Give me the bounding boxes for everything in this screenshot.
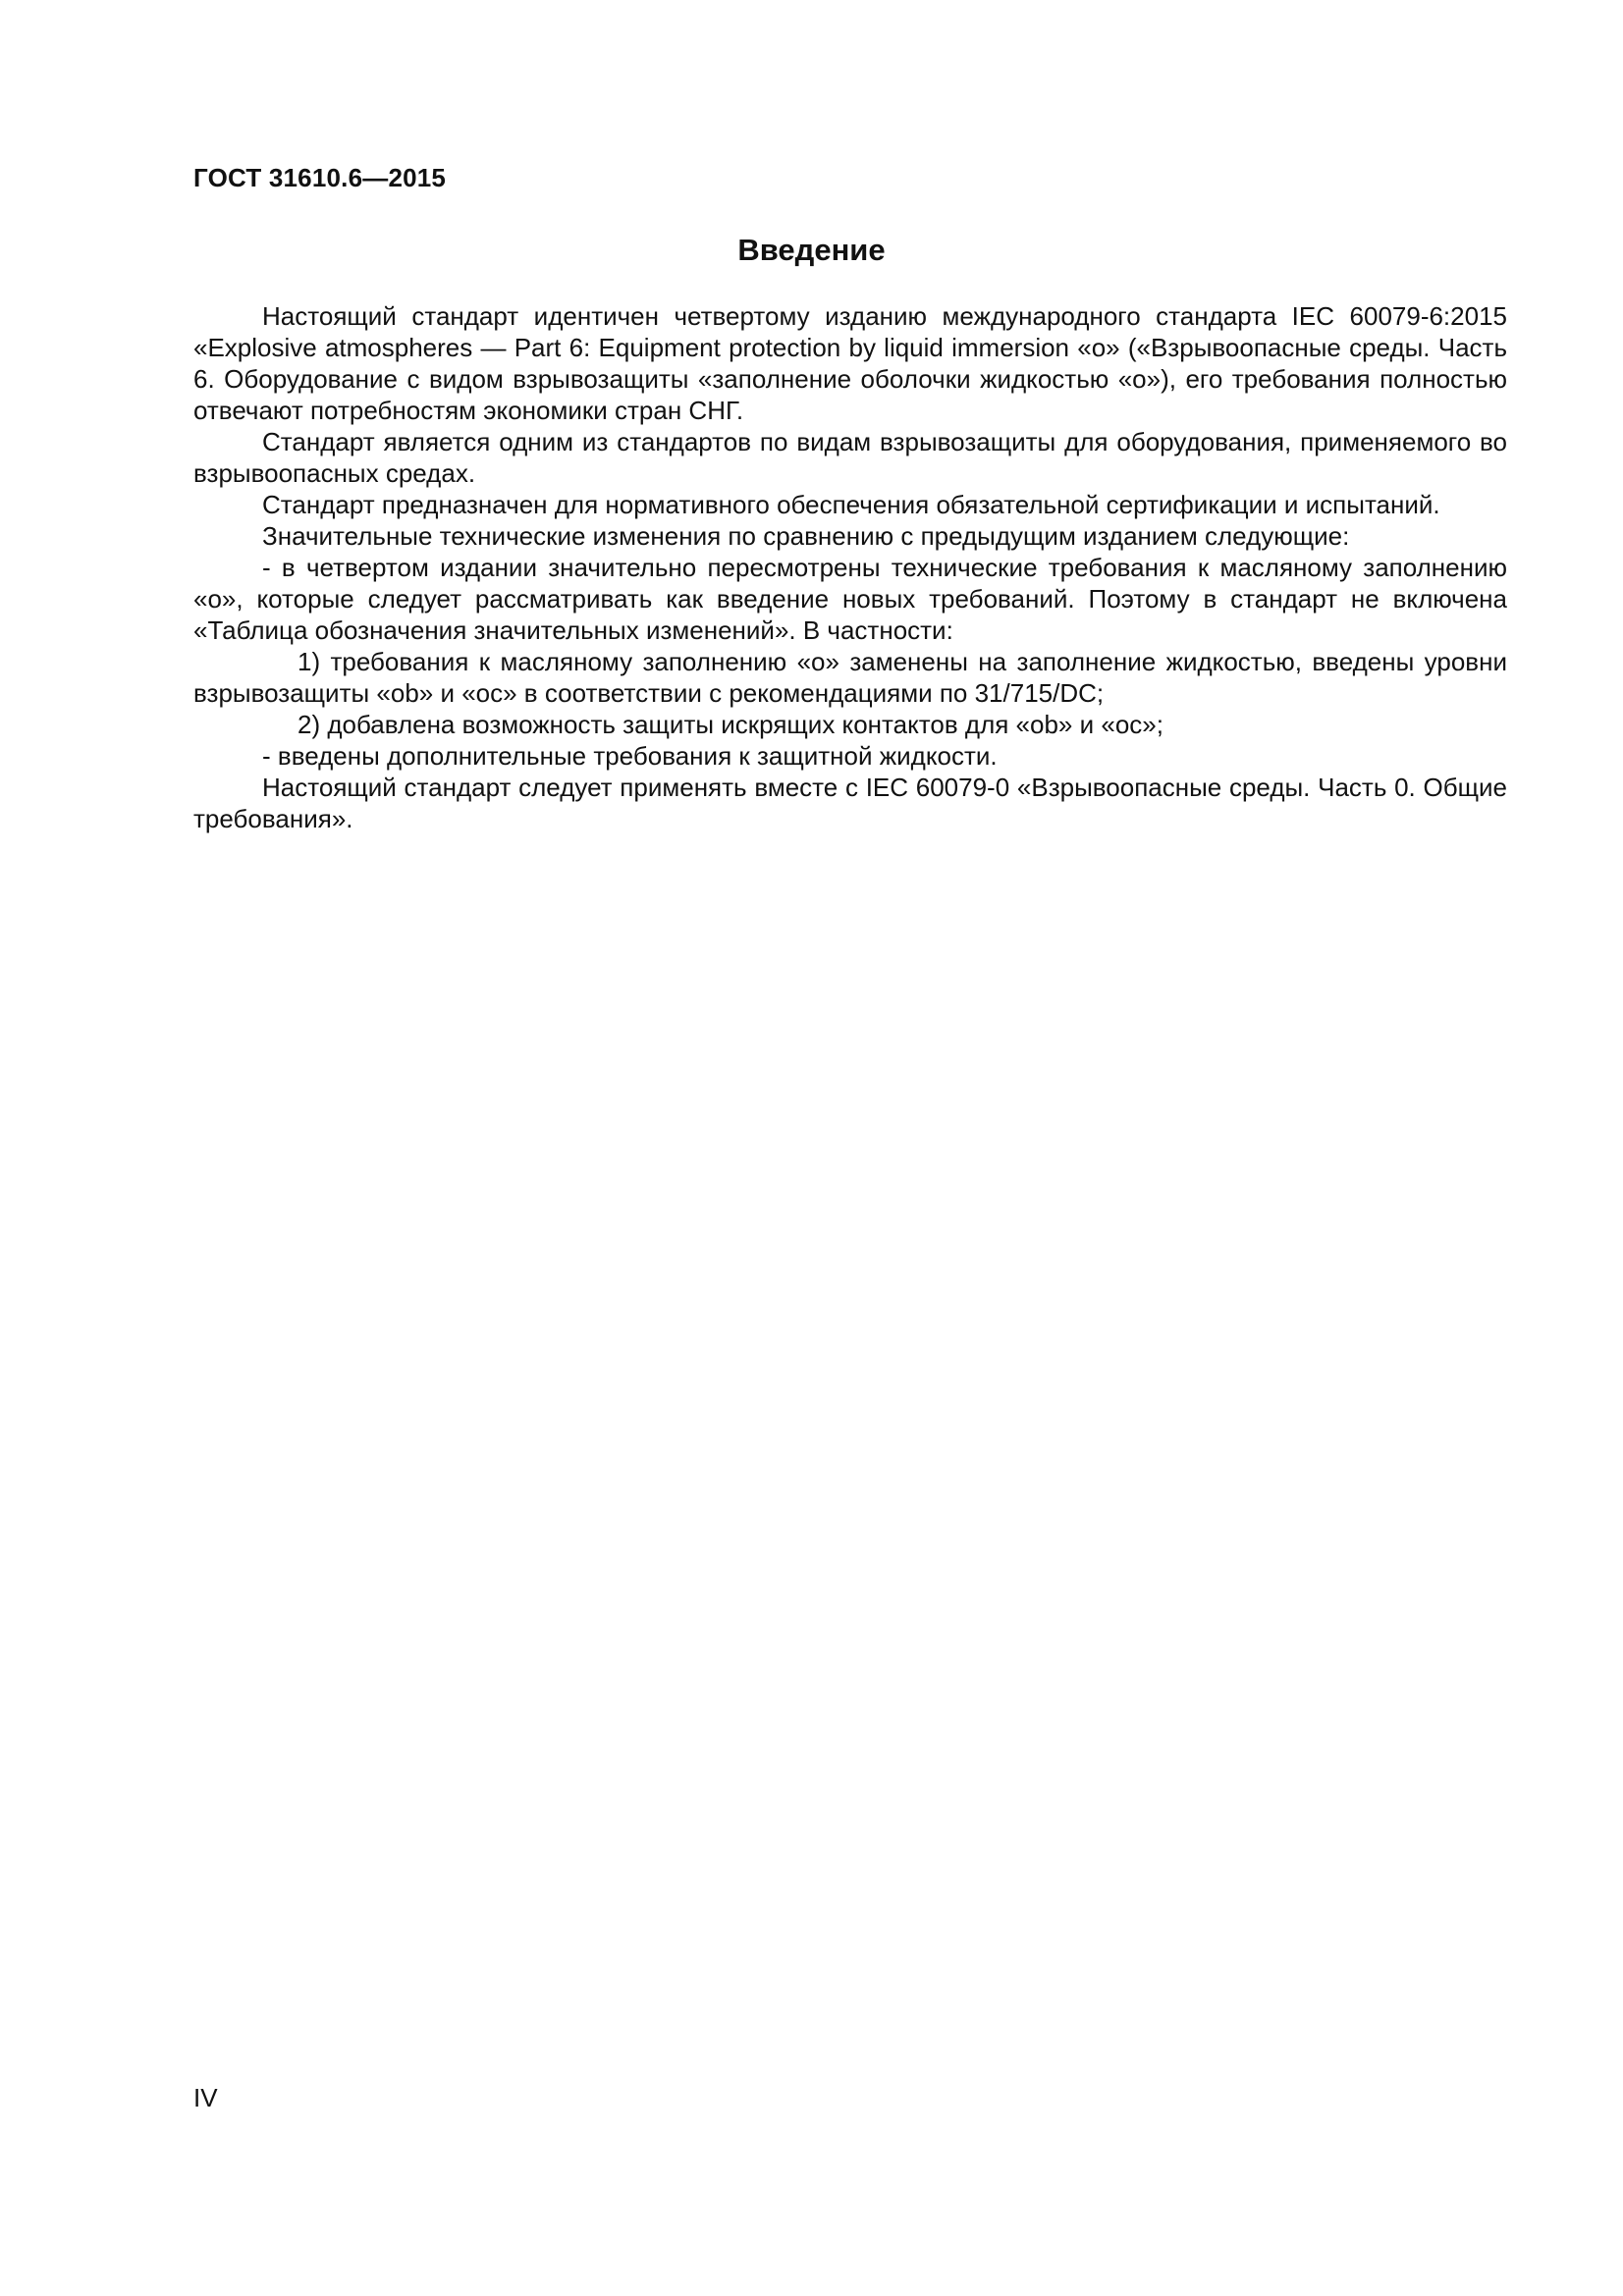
list-subitem-2: 2) добавлена возможность защиты искрящих контактов для «ob» и «oc»; bbox=[298, 710, 1163, 739]
body-text bbox=[193, 300, 1507, 834]
document-id-header: ГОСТ 31610.6—2015 bbox=[193, 163, 447, 192]
paragraph-scope: Стандарт является одним из стандартов по видам взрывозащиты для оборудования, применяемого во взрывоопасных средах. bbox=[193, 427, 1507, 488]
section-title: Введение bbox=[737, 233, 886, 267]
paragraph-intro: Настоящий стандарт идентичен четвертому изданию международного стандарта IEC 60079-6:2015 «Explosive atmospheres — Part 6: Equipment protection by liquid immersion «o» («Взрывоопасные среды. Часть 6. Оборудование с видом взрывозащиты «заполнение оболочки жидкостью «o»), его требования полностью отвечают потребностям экономики стран СНГ. bbox=[193, 301, 1507, 425]
page-number: IV bbox=[193, 2083, 218, 2112]
list-item-change-2: - введены дополнительные требования к защитной жидкости. bbox=[262, 741, 998, 771]
paragraph-changes-intro: Значительные технические изменения по сравнению с предыдущим изданием следующие: bbox=[262, 521, 1350, 551]
paragraph-usage: Настоящий стандарт следует применять вместе с IEC 60079-0 «Взрывоопасные среды. Часть 0. Общие требования». bbox=[193, 773, 1507, 833]
paragraph-purpose: Стандарт предназначен для нормативного обеспечения обязательной сертификации и испытаний. bbox=[262, 490, 1440, 519]
list-item-change-1: - в четвертом издании значительно пересмотрены технические требования к масляному заполнению «o», которые следует рассматривать как введение новых требований. Поэтому в стандарт не включена «Таблица обозначения значительных изменений». В частности: bbox=[193, 553, 1507, 645]
list-subitem-1: 1) требования к масляному заполнению «o» заменены на заполнение жидкостью, введены уровни взрывозащиты «ob» и «oc» в соответствии с рекомендациями по 31/715/DC; bbox=[193, 647, 1507, 708]
